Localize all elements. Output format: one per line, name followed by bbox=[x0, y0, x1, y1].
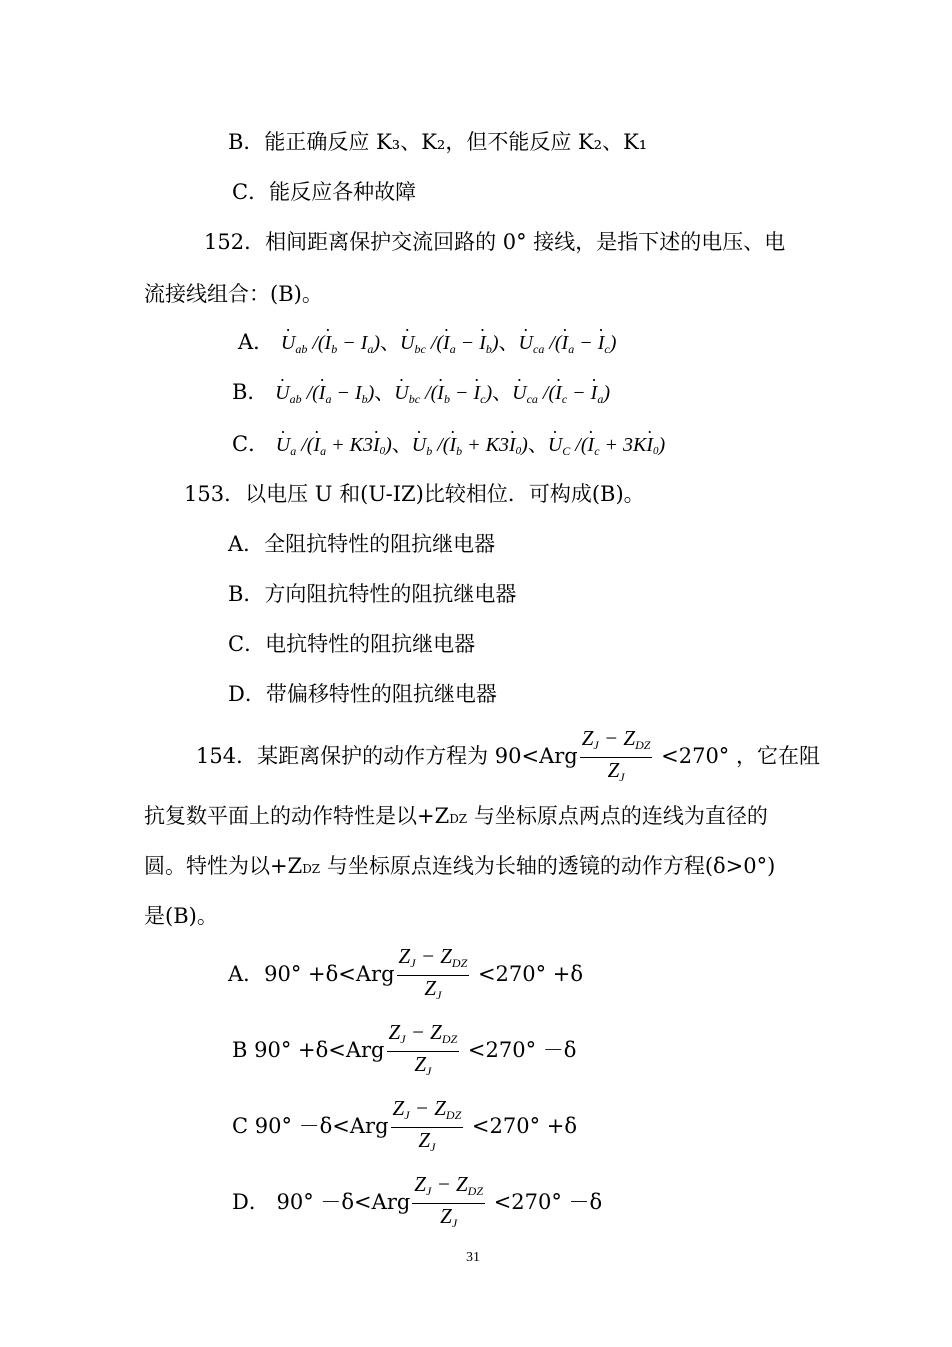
option-c-q151: C．能反应各种故障 bbox=[232, 180, 417, 204]
fraction-option-c: $\frac{Z_J - Z_{DZ}}{Z_J}$ bbox=[392, 1096, 462, 1154]
question-153: 153．以电压 U 和(U-IZ)比较相位．可构成(B)。 bbox=[184, 482, 645, 506]
fraction-zj-zdz-over-zj: $\frac{Z_J - Z_{DZ}}{Z_J}$ bbox=[581, 726, 651, 784]
option-b-q154: B 90° +δ<Arg $\frac{Z_J - Z_{DZ}}{Z_J}$ <270° －δ bbox=[232, 1020, 576, 1083]
question-154-line3: 圆。特性为以+ZDZ 与坐标原点连线为长轴的透镜的动作方程(δ>0°) bbox=[144, 854, 776, 878]
option-a-q153: A．全阻抗特性的阻抗继电器 bbox=[228, 532, 496, 556]
option-b-q151: B．能正确反应 K₃、K₂，但不能反应 K₂、K₁ bbox=[228, 130, 648, 154]
option-c-q153: C．电抗特性的阻抗继电器 bbox=[228, 632, 476, 656]
option-c-q154: C 90° －δ<Arg $\frac{Z_J - Z_{DZ}}{Z_J}$ <270° +δ bbox=[232, 1096, 577, 1159]
option-c-q152: C． · $U_a$ /(· $I_a + K3\cdot I0$)、· $U_b$ /(· $I_b + K3\cdot I0$)、· $U_C$ /(· $I_c + 3K\cdot I0$) bbox=[232, 430, 665, 465]
question-154-line1: 154．某距离保护的动作方程为 90<Arg $\frac{Z_J - Z_{DZ}}{Z_J}$ <270° ，它在阻 bbox=[196, 726, 820, 789]
question-154-line2: 抗复数平面上的动作特性是以+ZDZ 与坐标原点两点的连线为直径的 bbox=[144, 804, 768, 828]
option-b-q153: B．方向阻抗特性的阻抗继电器 bbox=[228, 582, 517, 606]
formula-c-q152: · $U_a$ /(· $I_a + K3\cdot I0$)、· $U_b$ /(· $I_b + K3\cdot I0$)、· $U_C$ /(· $I_c + 3K\cdot I0$) bbox=[276, 434, 665, 456]
page-number: 31 bbox=[466, 1250, 480, 1265]
fraction-option-a: $\frac{Z_J - Z_{DZ}}{Z_J}$ bbox=[398, 944, 468, 1002]
option-a-q154: A．90° +δ<Arg $\frac{Z_J - Z_{DZ}}{Z_J}$ <270° +δ bbox=[228, 944, 583, 1007]
fraction-option-b: $\frac{Z_J - Z_{DZ}}{Z_J}$ bbox=[388, 1020, 458, 1078]
option-b-q152: B． · $U_{ab}$ /(· $I_a - I_b$)、· $U_{bc}$ /(· $I_b$ − · $I_c$)、· $U_{ca}$ /(· $I_c$ − · $I_a$) bbox=[232, 378, 610, 413]
question-152-line2: 流接线组合：(B)。 bbox=[144, 282, 323, 306]
question-154-line4: 是(B)。 bbox=[144, 904, 218, 928]
question-152-line1: 152．相间距离保护交流回路的 0° 接线，是指下述的电压、电 bbox=[204, 230, 786, 254]
fraction-option-d: $\frac{Z_J - Z_{DZ}}{Z_J}$ bbox=[414, 1172, 484, 1230]
option-a-q152: A． · $U_{ab}$ /(· $I_b - I_a$)、· $U_{bc}$ /(· $I_a$ − · $I_b$)、· $U_{ca}$ /(· $I_a$ − · $I_c$) bbox=[238, 328, 616, 363]
formula-b-q152: · $U_{ab}$ /(· $I_a - I_b$)、· $U_{bc}$ /(· $I_b$ − · $I_c$)、· $U_{ca}$ /(· $I_c$ − · $I_a$) bbox=[275, 382, 610, 404]
option-d-q153: D．带偏移特性的阻抗继电器 bbox=[228, 682, 497, 706]
formula-a-q152: · $U_{ab}$ /(· $I_b - I_a$)、· $U_{bc}$ /(· $I_a$ − · $I_b$)、· $U_{ca}$ /(· $I_a$ − · $I_c$) bbox=[281, 332, 617, 354]
option-d-q154: D． 90° －δ<Arg $\frac{Z_J - Z_{DZ}}{Z_J}$ <270° －δ bbox=[232, 1172, 602, 1235]
